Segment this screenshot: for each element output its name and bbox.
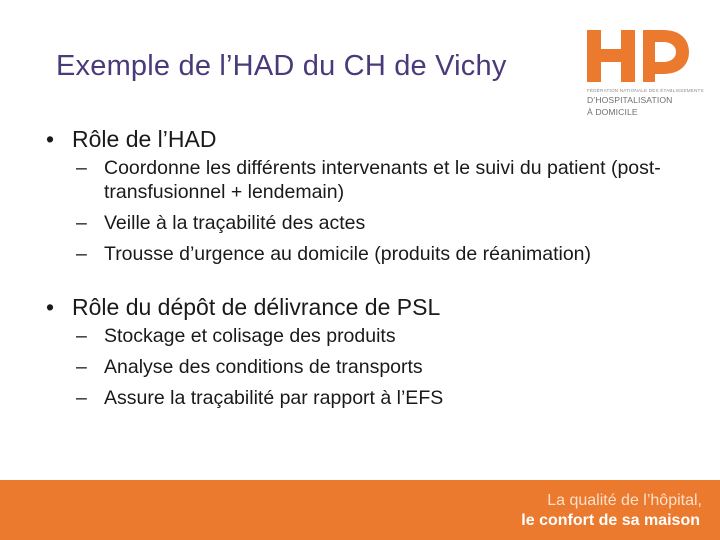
dash-mark: – bbox=[76, 325, 87, 347]
bullet-heading bbox=[46, 124, 686, 154]
sub-item bbox=[76, 324, 686, 348]
sub-item-text: Trousse d’urgence au domicile (produits de réanimation) bbox=[104, 243, 592, 265]
had-logo-mark bbox=[585, 28, 695, 86]
sub-item bbox=[76, 386, 686, 410]
dash-mark: – bbox=[76, 243, 87, 265]
footer-banner bbox=[0, 480, 720, 540]
sub-item-text: Assure la traçabilité par rapport à l’EFS bbox=[104, 387, 444, 409]
footer-tagline-1: La qualité de l’hôpital, bbox=[547, 492, 702, 509]
dash-mark: – bbox=[76, 212, 87, 234]
sub-list bbox=[76, 156, 686, 266]
fnehad-logo bbox=[585, 28, 705, 123]
slide-title: Exemple de l’HAD du CH de Vichy bbox=[56, 50, 507, 82]
sub-list bbox=[76, 324, 686, 410]
sub-item-text: Analyse des conditions de transports bbox=[104, 356, 423, 378]
logo-line-2: À DOMICILE bbox=[587, 107, 638, 117]
section-role-had bbox=[46, 124, 686, 266]
dash-mark: – bbox=[76, 356, 87, 378]
dash-mark: – bbox=[76, 387, 87, 409]
bullet-dot: • bbox=[46, 294, 55, 320]
sub-item bbox=[76, 242, 686, 266]
logo-federation-text: FÉDÉRATION NATIONALE DES ÉTABLISSEMENTS bbox=[587, 88, 704, 93]
sub-item bbox=[76, 211, 686, 235]
footer-tagline-2: le confort de sa maison bbox=[521, 512, 700, 529]
slide-body bbox=[46, 124, 686, 417]
bullet-dot: • bbox=[46, 126, 55, 152]
sub-item-text: Stockage et colisage des produits bbox=[104, 325, 396, 347]
section-heading-text: Rôle de l’HAD bbox=[72, 126, 217, 152]
logo-line-1: D’HOSPITALISATION bbox=[587, 95, 673, 105]
section-heading-text: Rôle du dépôt de délivrance de PSL bbox=[72, 294, 441, 320]
dash-mark: – bbox=[76, 157, 87, 179]
sub-item-text: Veille à la traçabilité des actes bbox=[104, 212, 366, 234]
sub-item-text: Coordonne les différents intervenants et le suivi du patient (post-transfusionnel + lendemain) bbox=[104, 157, 661, 203]
sub-item bbox=[76, 156, 686, 204]
section-role-depot bbox=[46, 292, 686, 410]
bullet-heading bbox=[46, 292, 686, 322]
sub-item bbox=[76, 355, 686, 379]
